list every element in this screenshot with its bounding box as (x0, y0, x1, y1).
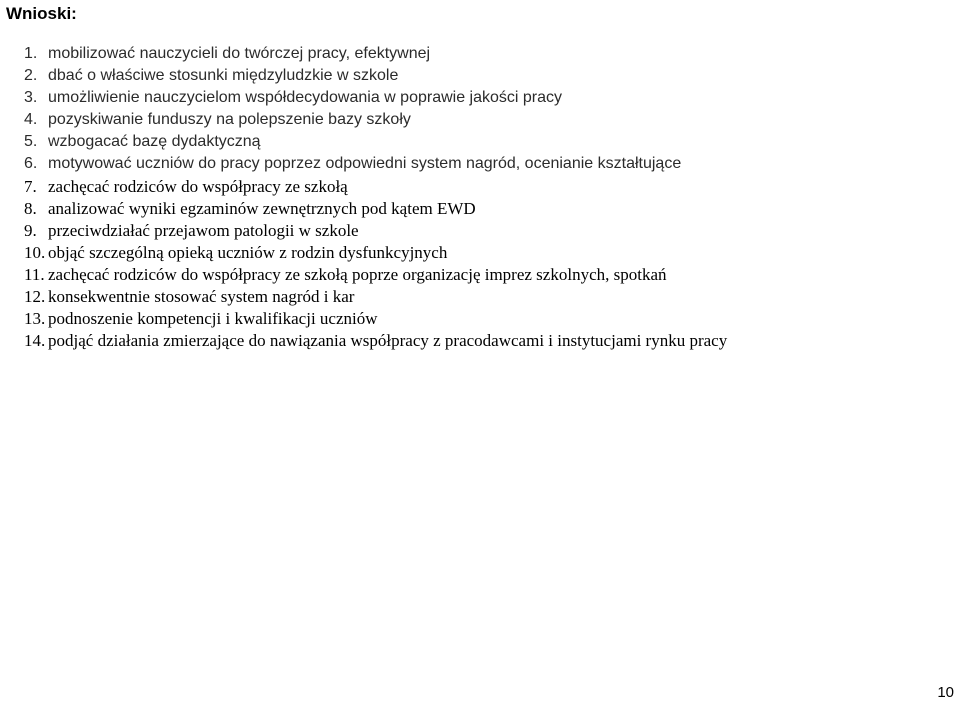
item-text: zachęcać rodziców do współpracy ze szkołą poprze organizację imprez szkolnych, spotkań (48, 264, 667, 284)
list-item (24, 220, 727, 242)
list-item (24, 308, 727, 330)
item-text: dbać o właściwe stosunki międzyludzkie w szkole (48, 67, 399, 85)
page-number: 10 (937, 684, 954, 701)
list-item (24, 286, 727, 308)
item-text: motywować uczniów do pracy poprzez odpowiedni system nagród, ocenianie kształtujące (48, 155, 682, 173)
item-number: 11. (24, 264, 45, 284)
item-number: 8. (24, 198, 37, 218)
item-number: 13. (24, 309, 46, 329)
item-text: podjąć działania zmierzające do nawiązania współpracy z pracodawcami i instytucjami rynku pracy (48, 331, 728, 351)
item-text: mobilizować nauczycieli do twórczej pracy, efektywnej (48, 45, 431, 62)
item-number: 6. (24, 155, 38, 173)
list-item (24, 43, 727, 65)
list-item (24, 242, 727, 264)
item-text: pozyskiwanie funduszy na polepszenie bazy szkoły (48, 111, 411, 129)
item-text: przeciwdziałać przejawom patologii w szkole (48, 220, 359, 240)
item-number: 14. (24, 331, 46, 351)
item-text: objąć szczególną opieką uczniów z rodzin dysfunkcyjnych (48, 242, 448, 262)
item-text: konsekwentnie stosować system nagród i kar (48, 287, 355, 307)
list-item (24, 330, 727, 352)
list-item (24, 153, 727, 175)
section-heading: Wnioski: (6, 4, 77, 23)
item-text: zachęcać rodziców do współpracy ze szkołą (48, 176, 348, 196)
item-number: 5. (24, 133, 38, 151)
item-text: umożliwienie nauczycielom współdecydowania w poprawie jakości pracy (48, 89, 563, 107)
item-number: 2. (24, 67, 38, 85)
list-item (24, 87, 727, 109)
list-item (24, 198, 727, 220)
item-number: 9. (24, 220, 37, 240)
item-number: 7. (24, 176, 37, 196)
item-number: 12. (24, 287, 46, 307)
list-item (24, 65, 727, 87)
list-item (24, 264, 727, 286)
item-number: 1. (24, 45, 38, 62)
list-item (24, 176, 727, 198)
list-item (24, 131, 727, 153)
item-number: 10. (24, 242, 46, 262)
item-number: 3. (24, 89, 38, 107)
list-item (24, 109, 727, 131)
item-text: analizować wyniki egzaminów zewnętrznych pod kątem EWD (48, 198, 476, 218)
item-number: 4. (24, 111, 38, 129)
item-text: podnoszenie kompetencji i kwalifikacji uczniów (48, 309, 378, 329)
conclusions-list (24, 43, 727, 352)
item-text: wzbogacać bazę dydaktyczną (48, 133, 261, 151)
